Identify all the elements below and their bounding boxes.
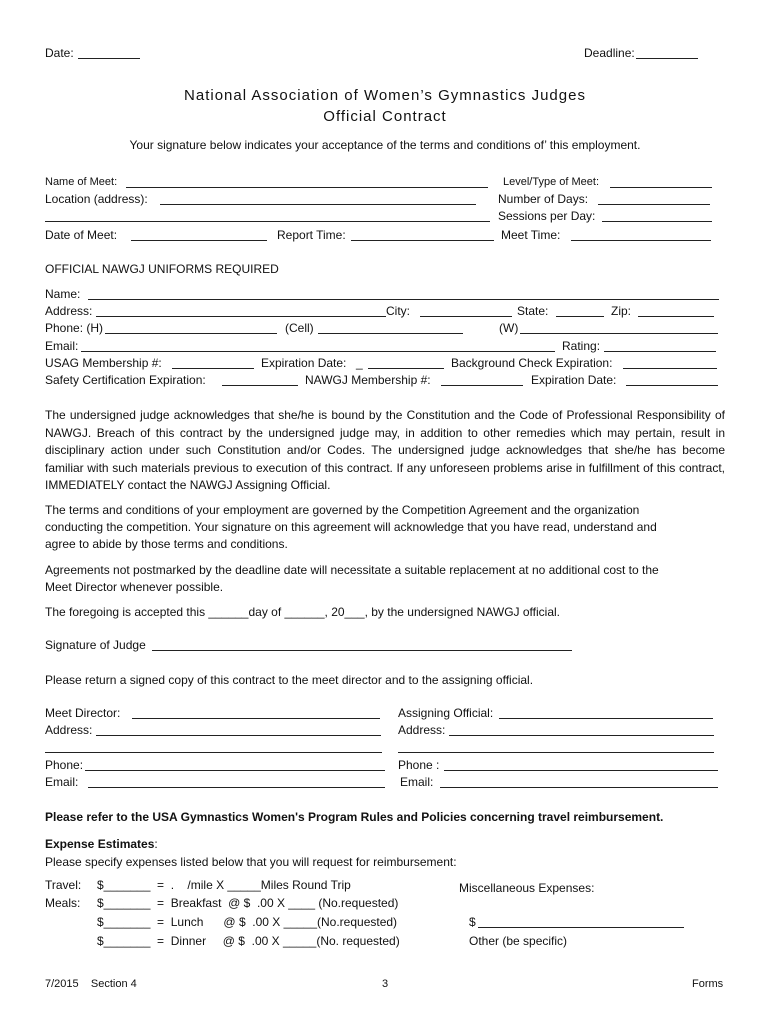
phone-cell-label: (Cell) bbox=[285, 321, 314, 335]
date-field[interactable] bbox=[78, 58, 140, 59]
sessions-field[interactable] bbox=[602, 221, 712, 222]
judge-name-label: Name: bbox=[45, 287, 81, 301]
lunch-row[interactable]: $_______ = Lunch @ $ .00 X _____(No.requested) bbox=[97, 915, 398, 929]
official-email-field[interactable] bbox=[440, 787, 718, 788]
location-field-2[interactable] bbox=[45, 221, 490, 222]
phone-work-label: (W) bbox=[499, 321, 519, 335]
footer-date-section: 7/2015 Section 4 bbox=[45, 978, 137, 990]
assigning-official-label: Assigning Official: bbox=[398, 706, 494, 720]
meet-time-field[interactable] bbox=[571, 240, 711, 241]
official-address-label: Address: bbox=[398, 723, 446, 737]
meet-director-label: Meet Director: bbox=[45, 706, 121, 720]
sessions-label: Sessions per Day: bbox=[498, 209, 596, 223]
background-check-label: Background Check Expiration: bbox=[451, 356, 613, 370]
misc-expenses-label: Miscellaneous Expenses: bbox=[459, 881, 595, 895]
usag-label: USAG Membership #: bbox=[45, 356, 162, 370]
dinner-row[interactable]: $_______ = Dinner @ $ .00 X _____(No. requested) bbox=[97, 934, 400, 948]
director-address-field[interactable] bbox=[96, 735, 381, 736]
intro-text: Your signature below indicates your acceptance of the terms and conditions of’ this employment. bbox=[129, 138, 641, 152]
official-phone-label: Phone : bbox=[398, 758, 440, 772]
director-phone-field[interactable] bbox=[85, 770, 385, 771]
state-field[interactable] bbox=[556, 316, 604, 317]
director-email-label: Email: bbox=[45, 775, 79, 789]
misc-expenses-field[interactable] bbox=[478, 927, 684, 928]
phone-cell-field[interactable] bbox=[318, 333, 463, 334]
director-address-field-2[interactable] bbox=[45, 752, 382, 753]
postmark-line-1: Agreements not postmarked by the deadline date will necessitate a suitable replacement at no additional cost to the bbox=[45, 563, 659, 577]
footer-forms: Forms bbox=[692, 978, 724, 990]
nawgj-membership-label: NAWGJ Membership #: bbox=[305, 373, 431, 387]
usag-exp-label: Expiration Date: bbox=[261, 356, 347, 370]
acknowledgement-paragraph: The undersigned judge acknowledges that she/he is bound by the Constitution and the Code of Professional Responsibility of NAWGJ. Breach of this contract by the undersigned judge may, in addition to other remedies which may pertain, result in disciplinary action under such Constitution and/or Codes. The undersigned judge acknowledges that she/he has become familiar with such materials previous to execution of this contract. If any unforeseen problems arise in fulfillment of this contract, IMMEDIATELY contact the NAWGJ Assigning Official. bbox=[45, 408, 725, 492]
misc-dollar-sign: $ bbox=[469, 915, 476, 929]
terms-line-1: The terms and conditions of your employment are governed by the Competition Agreement and the organization bbox=[45, 503, 640, 517]
assigning-official-field[interactable] bbox=[499, 718, 713, 719]
judge-address-label: Address: bbox=[45, 304, 93, 318]
zip-field[interactable] bbox=[638, 316, 714, 317]
level-field[interactable] bbox=[610, 187, 712, 188]
terms-line-3: agree to abide by those terms and conditions. bbox=[45, 537, 288, 551]
director-phone-label: Phone: bbox=[45, 758, 84, 772]
days-field[interactable] bbox=[598, 204, 710, 205]
org-title: National Association of Women’s Gymnastics Judges bbox=[184, 87, 586, 104]
travel-row[interactable]: $_______ = . /mile X _____Miles Round Trip bbox=[97, 878, 351, 892]
deadline-field[interactable] bbox=[636, 58, 698, 59]
location-label: Location (address): bbox=[45, 192, 148, 206]
meet-time-label: Meet Time: bbox=[501, 228, 561, 242]
nawgj-exp-field[interactable] bbox=[626, 385, 718, 386]
report-time-field[interactable] bbox=[351, 240, 494, 241]
breakfast-row[interactable]: $_______ = Breakfast @ $ .00 X ____ (No.requested) bbox=[97, 896, 399, 910]
rating-label: Rating: bbox=[562, 339, 601, 353]
safety-cert-label: Safety Certification Expiration: bbox=[45, 373, 206, 387]
expense-instruction: Please specify expenses listed below that you will request for reimbursement: bbox=[45, 855, 457, 869]
travel-reimbursement-note: Please refer to the USA Gymnastics Women's Program Rules and Policies concerning travel reimbursement. bbox=[45, 810, 664, 824]
deadline-label: Deadline: bbox=[584, 46, 635, 60]
director-email-field[interactable] bbox=[88, 787, 385, 788]
days-label: Number of Days: bbox=[498, 192, 589, 206]
return-instruction: Please return a signed copy of this contract to the meet director and to the assigning official. bbox=[45, 673, 534, 687]
meet-date-label: Date of Meet: bbox=[45, 228, 118, 242]
phone-work-field[interactable] bbox=[520, 333, 718, 334]
meet-date-field[interactable] bbox=[131, 240, 267, 241]
meet-name-field[interactable] bbox=[126, 187, 488, 188]
location-field[interactable] bbox=[160, 204, 476, 205]
background-check-field[interactable] bbox=[623, 368, 717, 369]
director-address-label: Address: bbox=[45, 723, 93, 737]
judge-address-field[interactable] bbox=[96, 316, 386, 317]
official-phone-field[interactable] bbox=[444, 770, 718, 771]
expense-heading: Expense Estimates bbox=[45, 837, 155, 851]
other-label: Other (be specific) bbox=[469, 934, 568, 948]
judge-email-label: Email: bbox=[45, 339, 79, 353]
zip-label: Zip: bbox=[611, 304, 632, 318]
city-field[interactable] bbox=[420, 316, 512, 317]
meet-director-field[interactable] bbox=[132, 718, 380, 719]
judge-name-field[interactable] bbox=[88, 299, 719, 300]
signature-field[interactable] bbox=[152, 650, 572, 651]
level-label: Level/Type of Meet: bbox=[503, 176, 599, 188]
nawgj-membership-field[interactable] bbox=[441, 385, 523, 386]
expense-heading-colon: : bbox=[154, 837, 158, 851]
report-time-label: Report Time: bbox=[277, 228, 346, 242]
usag-exp-field[interactable] bbox=[368, 368, 444, 369]
travel-label: Travel: bbox=[45, 878, 82, 892]
postmark-line-2: Meet Director whenever possible. bbox=[45, 580, 224, 594]
contract-title: Official Contract bbox=[323, 108, 447, 125]
page-number: 3 bbox=[382, 978, 389, 990]
phone-home-label: Phone: (H) bbox=[45, 321, 104, 335]
state-label: State: bbox=[517, 304, 549, 318]
uniforms-notice: OFFICIAL NAWGJ UNIFORMS REQUIRED bbox=[45, 262, 279, 276]
terms-line-2: conducting the competition. Your signature on this agreement will acknowledge that you have read, understand and bbox=[45, 520, 657, 534]
date-label: Date: bbox=[45, 46, 74, 60]
judge-email-field[interactable] bbox=[81, 351, 555, 352]
official-email-label: Email: bbox=[400, 775, 434, 789]
nawgj-exp-label: Expiration Date: bbox=[531, 373, 617, 387]
usag-field[interactable] bbox=[172, 368, 254, 369]
city-label: City: bbox=[386, 304, 410, 318]
phone-home-field[interactable] bbox=[105, 333, 277, 334]
signature-label: Signature of Judge bbox=[45, 638, 146, 652]
official-address-field-2[interactable] bbox=[398, 752, 714, 753]
rating-field[interactable] bbox=[604, 351, 716, 352]
meals-label: Meals: bbox=[45, 896, 81, 910]
safety-cert-field[interactable] bbox=[222, 385, 298, 386]
usag-exp-dash: _ bbox=[356, 356, 363, 370]
meet-name-label: Name of Meet: bbox=[45, 176, 118, 188]
official-address-field[interactable] bbox=[449, 735, 714, 736]
acceptance-statement: The foregoing is accepted this ______day of ______, 20___, by the undersigned NAWGJ official. bbox=[45, 605, 561, 619]
